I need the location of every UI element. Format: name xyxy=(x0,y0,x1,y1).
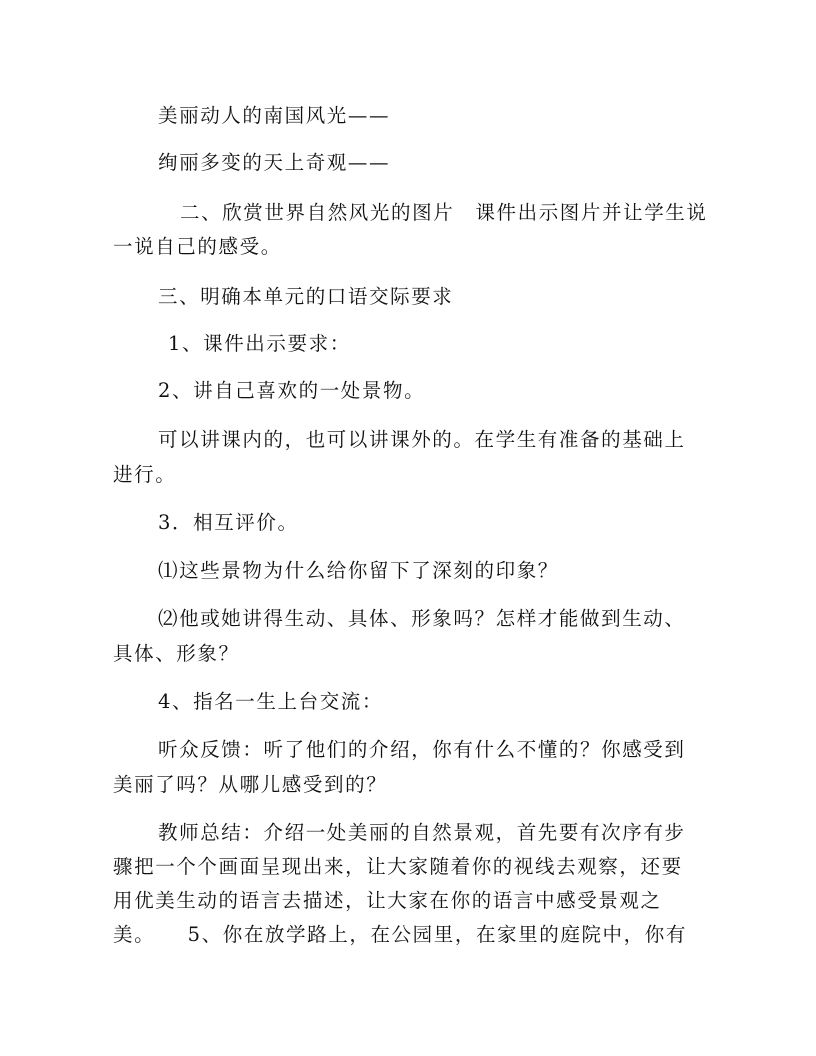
text-line: 用优美生动的语言去描述，让大家在你的语言中感受景观之 xyxy=(113,889,662,912)
list-item: 3．相互评价。 xyxy=(158,511,299,534)
section-heading-2: 二、欣赏世界自然风光的图片 课件出示图片并让学生说 xyxy=(180,201,708,224)
list-item: 2、讲自己喜欢的一处景物。 xyxy=(158,379,426,402)
sub-list-item: ⑵他或她讲得生动、具体、形象吗？怎样才能做到生动、 xyxy=(158,607,686,630)
list-item: 4、指名一生上台交流： xyxy=(158,690,384,713)
text-line: 进行。 xyxy=(113,463,177,486)
text-line: 美丽了吗？从哪儿感受到的？ xyxy=(113,773,388,796)
text-line: 教师总结：介绍一处美丽的自然景观，首先要有次序有步 xyxy=(158,821,686,844)
text-line: 绚丽多变的天上奇观—— xyxy=(158,151,391,174)
text-line: 可以讲课内的，也可以讲课外的。在学生有准备的基础上 xyxy=(158,428,686,451)
text-line: 具体、形象？ xyxy=(113,642,240,665)
text-line: 美。 5、你在放学路上，在公园里，在家里的庭院中，你有 xyxy=(113,923,687,946)
text-line: 一说自己的感受。 xyxy=(113,235,282,258)
text-line: 美丽动人的南国风光—— xyxy=(158,104,391,127)
text-line: 骤把一个个画面呈现出来，让大家随着你的视线去观察，还要 xyxy=(113,855,683,878)
section-heading-3: 三、明确本单元的口语交际要求 xyxy=(158,285,454,308)
sub-list-item: ⑴这些景物为什么给你留下了深刻的印象？ xyxy=(158,559,559,582)
text-line: 听众反馈：听了他们的介绍，你有什么不懂的？你感受到 xyxy=(158,738,686,761)
list-item: 1、课件出示要求： xyxy=(168,332,351,355)
